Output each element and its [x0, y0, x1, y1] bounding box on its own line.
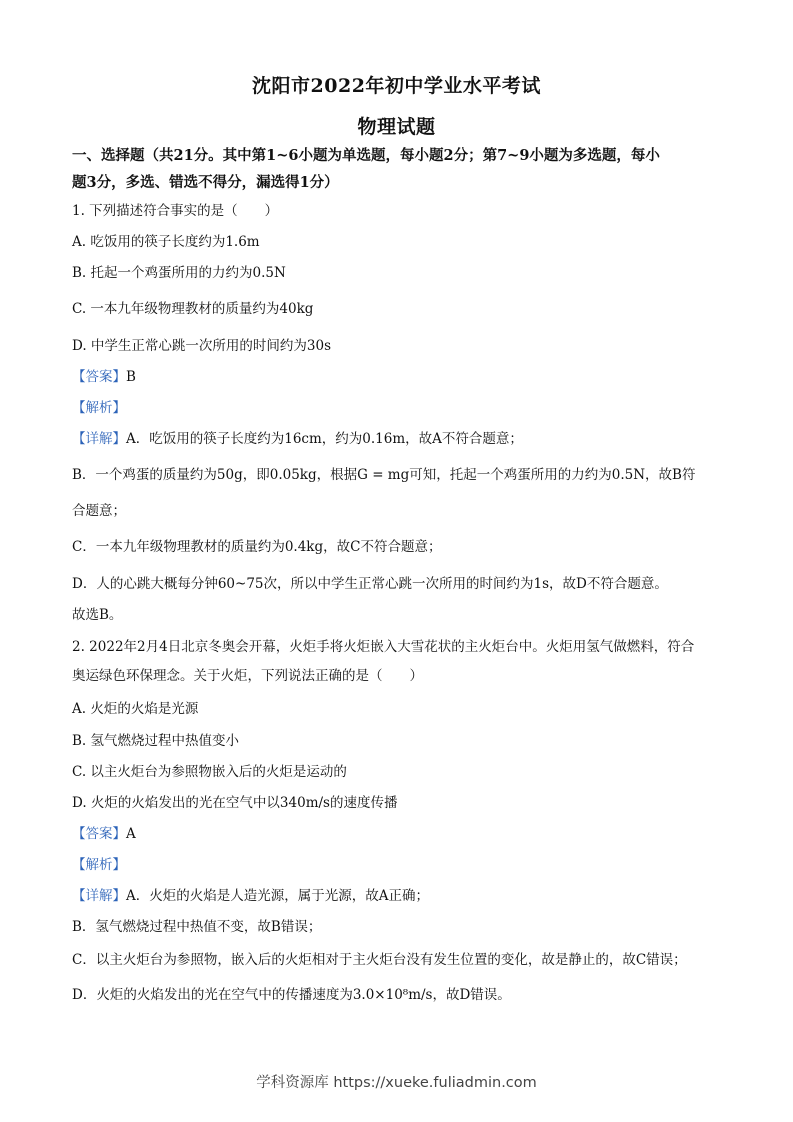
q2-stem-line2: 奥运绿色环保理念。关于火炬，下列说法正确的是（ ） — [72, 668, 423, 684]
detail-tag: 【详解】 — [72, 431, 126, 447]
q2-stem-line1: 2. 2022年2月4日北京冬奥会开幕，火炬手将火炬嵌入大雪花状的主火炬台中。火炬用氢气做燃料，符合 — [72, 639, 695, 655]
q2-option-d: D. 火炬的火焰发出的光在空气中以340m/s的速度传播 — [72, 795, 398, 811]
detail-tag: 【详解】 — [72, 888, 126, 904]
q1-answer — [72, 367, 727, 387]
q1-detail-2a: B．一个鸡蛋的质量约为50g，即0.05kg，根据G = mg可知，托起一个鸡蛋所用的力约为0.5N，故B符 — [72, 467, 696, 483]
detail-text: A．火炬的火焰是人造光源，属于光源，故A正确； — [126, 888, 429, 904]
answer-tag: 【答案】 — [72, 369, 126, 385]
detail-text: A．吃饭用的筷子长度约为16cm，约为0.16m，故A不符合题意； — [126, 431, 523, 447]
q1-stem: 1. 下列描述符合事实的是（ ） — [72, 203, 279, 219]
q1-detail-3: C．一本九年级物理教材的质量约为0.4kg，故C不符合题意； — [72, 539, 442, 555]
q1-option-a: A. 吃饭用的筷子长度约为1.6m — [72, 234, 260, 250]
answer-value: B — [126, 369, 136, 385]
page-title: 沈阳市2022年初中学业水平考试 — [252, 75, 541, 97]
q1-conclusion: 故选B。 — [72, 607, 123, 623]
answer-value: A — [126, 826, 136, 842]
page-subtitle: 物理试题 — [357, 116, 436, 138]
q1-option-d: D. 中学生正常心跳一次所用的时间约为30s — [72, 338, 332, 354]
q2-detail-2: B．氢气燃烧过程中热值不变，故B错误； — [72, 919, 322, 935]
footer-source: 学科资源库 https://xueke.fuliadmin.com — [256, 1075, 537, 1091]
q2-analysis-tag: 【解析】 — [72, 857, 126, 873]
q2-detail-4: D．火炬的火焰发出的光在空气中的传播速度为3.0×10⁸m/s，故D错误。 — [72, 987, 511, 1003]
q2-detail-1 — [72, 886, 727, 906]
q1-option-c: C. 一本九年级物理教材的质量约为40kg — [72, 301, 314, 317]
q2-option-c: C. 以主火炬台为参照物嵌入后的火炬是运动的 — [72, 764, 347, 780]
q1-analysis-tag: 【解析】 — [72, 400, 126, 416]
q1-detail-1 — [72, 429, 727, 449]
q1-detail-2b: 合题意； — [72, 503, 126, 519]
q2-detail-3: C．以主火炬台为参照物，嵌入后的火炬相对于主火炬台没有发生位置的变化，故是静止的，故C错误； — [72, 952, 687, 968]
q2-option-b: B. 氢气燃烧过程中热值变小 — [72, 733, 240, 749]
q1-detail-4: D．人的心跳大概每分钟60~75次，所以中学生正常心跳一次所用的时间约为1s，故D不符合题意。 — [72, 576, 668, 592]
q2-answer — [72, 824, 727, 844]
section-heading-line1: 一、选择题（共21分。其中第1~6小题为单选题，每小题2分；第7~9小题为多选题，每小 — [72, 147, 660, 164]
q1-option-b: B. 托起一个鸡蛋所用的力约为0.5N — [72, 265, 286, 281]
answer-tag: 【答案】 — [72, 826, 126, 842]
q2-option-a: A. 火炬的火焰是光源 — [72, 701, 199, 717]
section-heading-line2: 题3分，多选、错选不得分，漏选得1分） — [72, 174, 339, 191]
